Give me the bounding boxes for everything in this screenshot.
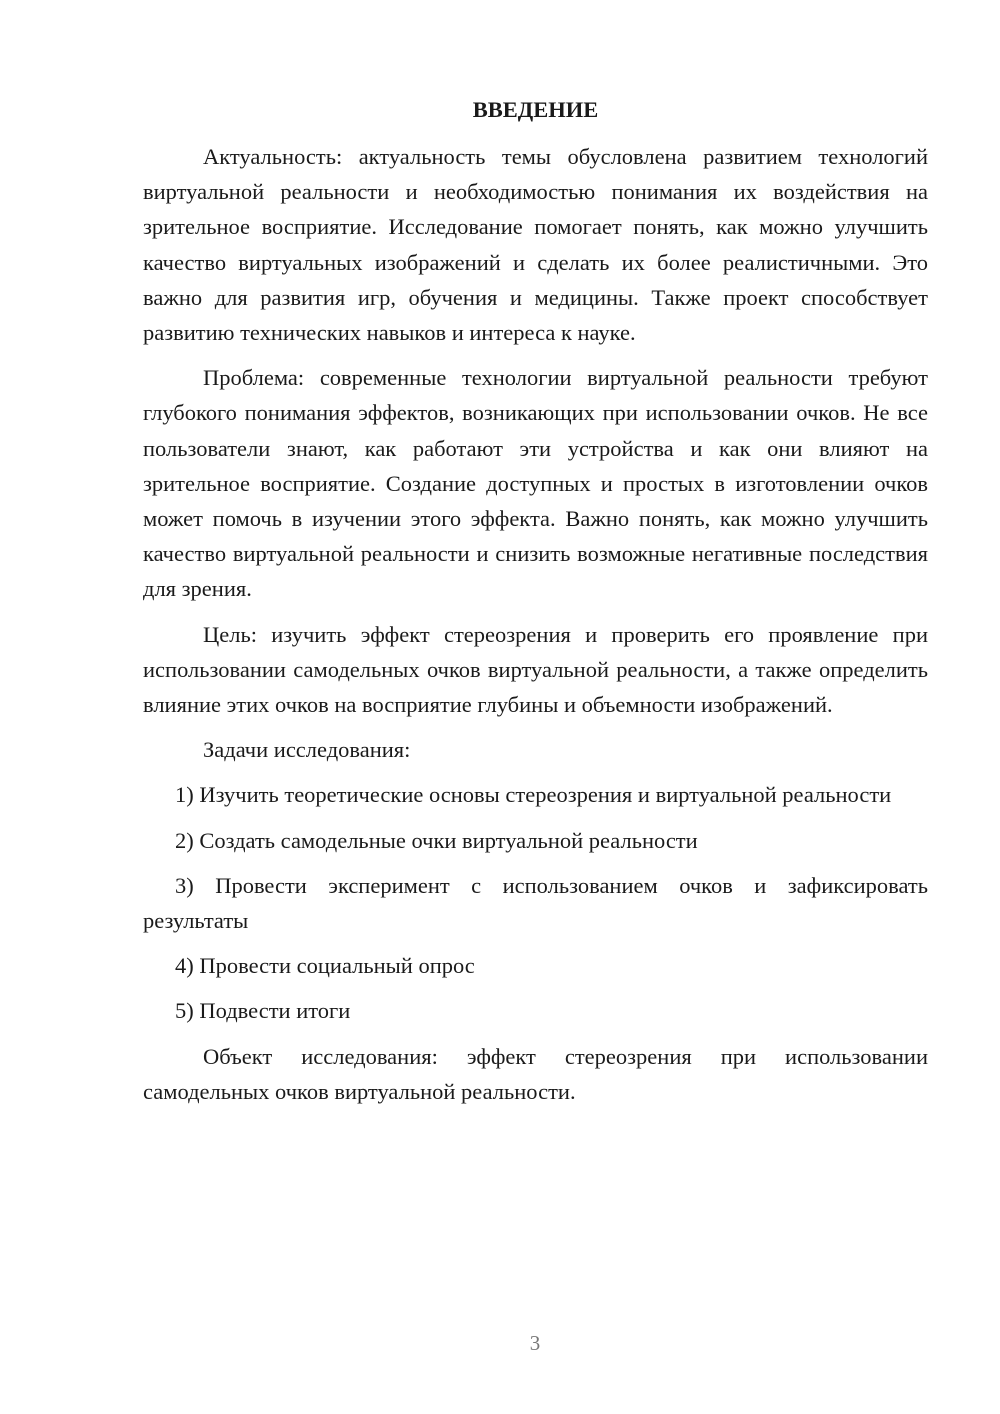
task-item: 2) Создать самодельные очки виртуальной реальности xyxy=(175,827,698,853)
task-item: 4) Провести социальный опрос xyxy=(175,953,475,979)
paragraph-relevance: Актуальность: актуальность темы обусловлена развитием технологий виртуальной реальности и необходимостью понимания их воздействия на зрительное восприятие. Исследование помогает понять, как можно улучшить качество виртуальных изображений и сделать их более реалистичными. Это важно для развития игр, обучения и медицины. Также проект способствует развитию технических навыков и интереса к науке. xyxy=(143,144,928,346)
paragraph-object: Объект исследования: эффект стереозрения при использовании самодельных очков виртуальной реальности. xyxy=(143,1043,928,1104)
tasks-list xyxy=(143,777,928,1028)
paragraph-goal: Цель: изучить эффект стереозрения и проверить его проявление при использовании самодельных очков виртуальной реальности, а также определить влияние этих очков на восприятие глубины и объемности изображений. xyxy=(143,621,928,718)
task-item: 1) Изучить теоретические основы стереозрения и виртуальной реальности xyxy=(175,782,892,808)
tasks-heading: Задачи исследования: xyxy=(203,737,411,763)
section-title: ВВЕДЕНИЕ xyxy=(472,97,599,122)
task-item: 5) Подвести итоги xyxy=(175,998,351,1024)
page-number: 3 xyxy=(529,1331,541,1355)
page-body xyxy=(143,92,928,1119)
task-item: 3) Провести эксперимент с использованием очков и зафиксировать результаты xyxy=(143,872,928,934)
paragraph-problem: Проблема: современные технологии виртуальной реальности требуют глубокого понимания эффектов, возникающих при использовании очков. Не все пользователи знают, как работают эти устройства и как они влияют на зрительное восприятие. Создание доступных и простых в изготовлении очков может помочь в изучении этого эффекта. Важно понять, как можно улучшить качество виртуальной реальности и снизить возможные негативные последствия для зрения. xyxy=(143,365,928,602)
